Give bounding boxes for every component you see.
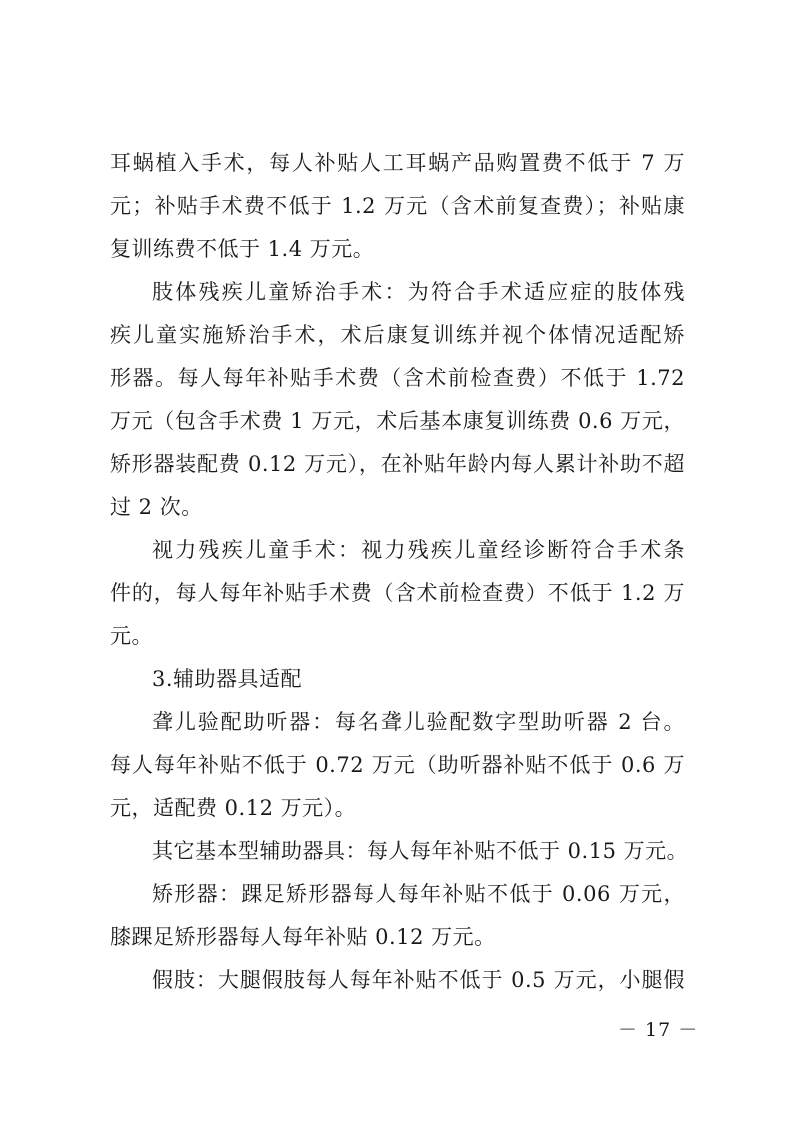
body-line-19: 膝踝足矫形器每人每年补贴 0.12 万元。 xyxy=(110,925,496,949)
page-number: － 17 － xyxy=(618,1019,699,1041)
body-line-1: 耳蜗植入手术，每人补贴人工耳蜗产品购置费不低于 7 万 xyxy=(110,151,685,175)
section-heading: 3.辅助器具适配 xyxy=(152,667,303,691)
body-line-10: 视力残疾儿童手术：视力残疾儿童经诊断符合手术条 xyxy=(152,538,685,562)
body-line-2: 元；补贴手术费不低于 1.2 万元（含术前复查费）；补贴康 xyxy=(110,194,685,218)
body-line-4: 肢体残疾儿童矫治手术：为符合手术适应症的肢体残 xyxy=(152,280,685,304)
body-line-20: 假肢：大腿假肢每人每年补贴不低于 0.5 万元，小腿假 xyxy=(152,968,685,992)
body-line-18: 矫形器：踝足矫形器每人每年补贴不低于 0.06 万元， xyxy=(152,882,685,906)
body-line-11: 件的，每人每年补贴手术费（含术前检查费）不低于 1.2 万 xyxy=(110,581,685,605)
body-line-15: 每人每年补贴不低于 0.72 万元（助听器补贴不低于 0.6 万 xyxy=(110,753,685,777)
body-line-9: 过 2 次。 xyxy=(110,495,203,519)
body-line-6: 形器。每人每年补贴手术费（含术前检查费）不低于 1.72 xyxy=(110,366,685,390)
body-line-8: 矫形器装配费 0.12 万元），在补贴年龄内每人累计补助不超 xyxy=(110,452,685,476)
body-line-14: 聋儿验配助听器：每名聋儿验配数字型助听器 2 台。 xyxy=(152,710,685,734)
body-line-17: 其它基本型辅助器具：每人每年补贴不低于 0.15 万元。 xyxy=(152,839,689,863)
body-line-7: 万元（包含手术费 1 万元，术后基本康复训练费 0.6 万元， xyxy=(110,409,685,433)
body-line-12: 元。 xyxy=(110,624,153,648)
body-line-16: 元，适配费 0.12 万元）。 xyxy=(110,796,357,820)
body-line-3: 复训练费不低于 1.4 万元。 xyxy=(110,237,375,261)
body-line-5: 疾儿童实施矫治手术，术后康复训练并视个体情况适配矫 xyxy=(110,323,685,347)
